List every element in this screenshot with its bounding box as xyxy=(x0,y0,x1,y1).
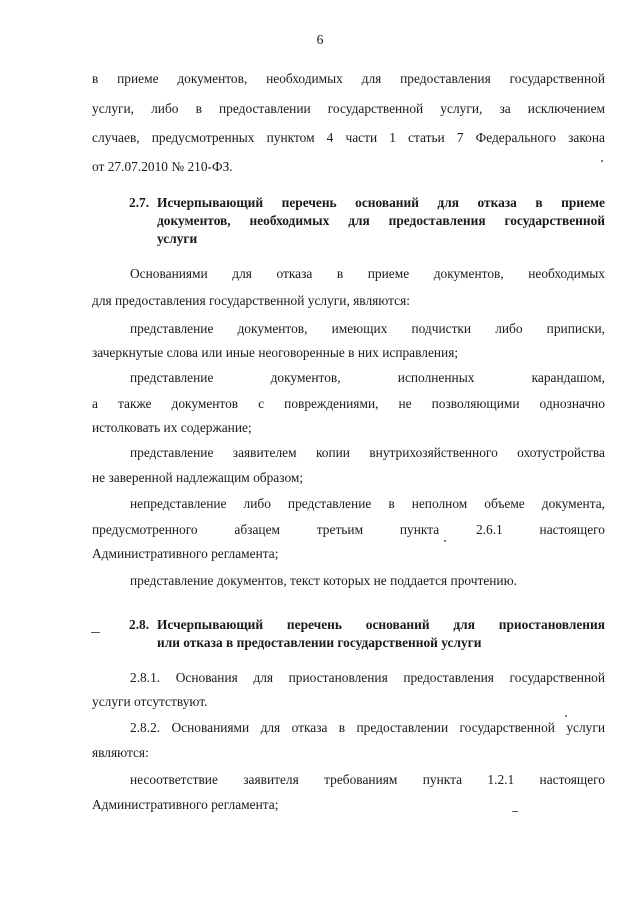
s27-body-8: представление заявителем копии внутрихозяйственного охотустройства xyxy=(130,445,605,460)
section-27-title-line-1: Исчерпывающий перечень оснований для отказа в приеме xyxy=(157,195,605,210)
s27-body-4: зачеркнутые слова или иные неоговоренные в них исправления; xyxy=(92,345,459,360)
s28-body-2: услуги отсутствуют. xyxy=(92,694,208,709)
section-28-number: 2.8. xyxy=(129,617,150,632)
s27-body-13: представление документов, текст которых не поддается прочтению. xyxy=(130,573,517,588)
scan-speck xyxy=(444,540,446,542)
s27-body-12: Административного регламента; xyxy=(92,546,279,561)
s27-body-9: не заверенной надлежащим образом; xyxy=(92,470,304,485)
scan-speck xyxy=(91,632,100,633)
intro-line-3: случаев, предусмотренных пунктом 4 части 1 статьи 7 Федерального закона xyxy=(92,130,605,145)
s27-body-10: непредставление либо представление в неполном объеме документа, xyxy=(130,496,605,511)
s27-body-3: представление документов, имеющих подчистки либо приписки, xyxy=(130,321,605,336)
s28-body-4: являются: xyxy=(92,745,149,760)
s28-body-1: 2.8.1. Основания для приостановления предоставления государственной xyxy=(130,670,605,685)
scan-speck xyxy=(601,160,603,162)
intro-line-4: от 27.07.2010 № 210-ФЗ. xyxy=(92,159,233,174)
scan-speck xyxy=(565,715,567,717)
section-28-title-line-2: или отказа в предоставлении государственной услуги xyxy=(157,635,482,650)
s27-body-1: Основаниями для отказа в приеме документов, необходимых xyxy=(130,266,605,281)
intro-line-2: услуги, либо в предоставлении государственной услуги, за исключением xyxy=(92,101,605,116)
s28-body-5: несоответствие заявителя требованиям пункта 1.2.1 настоящего xyxy=(130,772,605,787)
section-27-title-line-3: услуги xyxy=(157,231,198,246)
scan-speck xyxy=(512,811,518,812)
s28-body-6: Административного регламента; xyxy=(92,797,279,812)
section-27-number: 2.7. xyxy=(129,195,150,210)
s27-body-7: истолковать их содержание; xyxy=(92,420,252,435)
intro-line-1: в приеме документов, необходимых для предоставления государственной xyxy=(92,71,605,86)
s27-body-5: представление документов, исполненных карандашом, xyxy=(130,370,605,385)
s27-body-6: а также документов с повреждениями, не позволяющими однозначно xyxy=(92,396,605,411)
s27-body-11: предусмотренного абзацем третьим пункта 2.6.1 настоящего xyxy=(92,522,605,537)
s27-body-2: для предоставления государственной услуги, являются: xyxy=(92,293,410,308)
section-27-title-line-2: документов, необходимых для предоставления государственной xyxy=(157,213,605,228)
page-number: 6 xyxy=(316,32,324,47)
section-28-title-line-1: Исчерпывающий перечень оснований для приостановления xyxy=(157,617,605,632)
s28-body-3: 2.8.2. Основаниями для отказа в предоставлении государственной услуги xyxy=(130,720,605,735)
